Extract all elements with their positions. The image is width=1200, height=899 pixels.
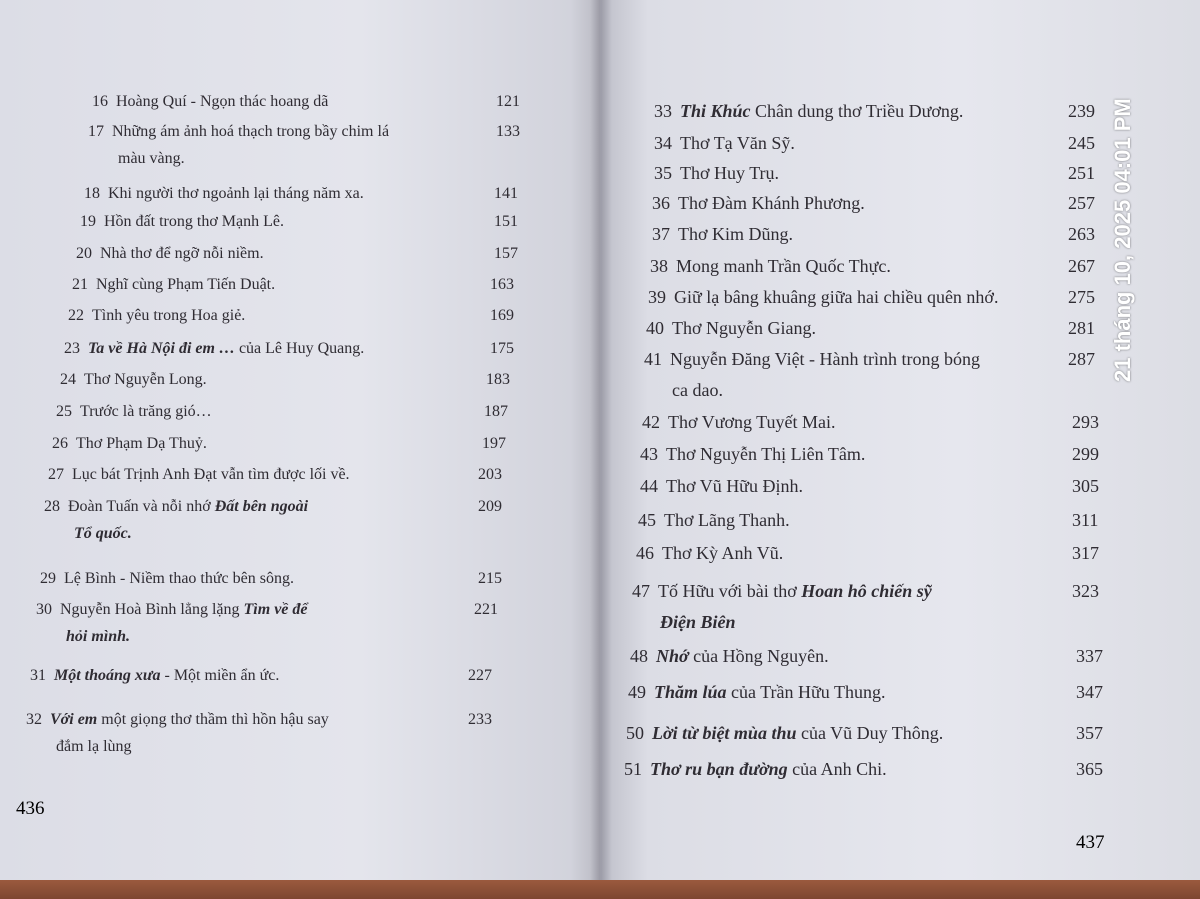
entry-number: 25	[56, 403, 72, 420]
toc-entry	[72, 271, 514, 298]
toc-entry	[44, 493, 502, 542]
toc-entry	[652, 188, 1095, 219]
entry-page-number: 347	[1076, 682, 1103, 702]
entry-page-number: 239	[1068, 101, 1095, 121]
entry-title	[116, 93, 328, 110]
toc-entry	[60, 366, 510, 393]
entry-number: 48	[630, 646, 648, 666]
toc-entry	[640, 471, 1099, 502]
entry-number: 38	[650, 256, 668, 276]
entry-number: 42	[642, 412, 660, 432]
entry-page-number: 233	[468, 711, 492, 728]
entry-title	[652, 723, 943, 743]
entry-number: 49	[628, 682, 646, 702]
entry-number: 46	[636, 543, 654, 563]
entry-page-number: 357	[1076, 723, 1103, 743]
entry-title	[68, 498, 308, 515]
entry-page-number: 209	[478, 498, 502, 515]
entry-page-number: 337	[1076, 646, 1103, 666]
entry-title-text: Khi người thơ ngoảnh lại tháng năm xa.	[108, 185, 364, 202]
entry-number: 31	[30, 667, 46, 684]
toc-entry	[652, 219, 1095, 250]
entry-title-emphasis: Với em	[50, 711, 98, 728]
entry-number: 20	[76, 245, 92, 262]
entry-page-number: 275	[1068, 287, 1095, 307]
toc-entry	[56, 398, 508, 425]
toc-entry	[638, 505, 1099, 536]
entry-title-continuation: màu vàng.	[118, 150, 185, 167]
entry-title-text: Tố Hữu với bài thơ	[658, 581, 802, 601]
entry-title	[100, 245, 264, 262]
entry-page-number: 257	[1068, 193, 1095, 213]
entry-title	[650, 759, 887, 779]
entry-number: 35	[654, 163, 672, 183]
entry-page-number: 245	[1068, 133, 1095, 153]
toc-entry	[654, 128, 1095, 159]
left-folio: 436	[16, 798, 45, 819]
entry-title-text: Nguyễn Hoà Bình lẳng lặng	[60, 601, 244, 618]
toc-entry	[646, 313, 1095, 344]
table-edge	[0, 880, 1200, 899]
entry-number: 30	[36, 601, 52, 618]
entry-title-text: Thơ Lãng Thanh.	[664, 510, 790, 530]
entry-number: 43	[640, 444, 658, 464]
entry-number: 45	[638, 510, 656, 530]
entry-title	[664, 510, 790, 530]
timestamp-overlay	[1110, 322, 1200, 382]
toc-entry	[648, 282, 1095, 313]
entry-title	[678, 224, 793, 244]
entry-title-text: Thơ Nguyễn Thị Liên Tâm.	[666, 444, 866, 464]
entry-page-number: 311	[1072, 510, 1099, 530]
entry-title-text: Những ám ảnh hoá thạch trong bầy chim lá	[112, 123, 390, 140]
entry-title	[658, 581, 932, 601]
entry-title-continuation: Tổ quốc.	[74, 525, 132, 542]
toc-entry	[48, 461, 502, 488]
entry-title-emphasis: Hoan hô chiến sỹ	[801, 581, 932, 601]
entry-number: 47	[632, 581, 650, 601]
toc-entry	[30, 662, 492, 689]
entry-page-number: 251	[1068, 163, 1095, 183]
toc-entry	[632, 576, 1099, 632]
toc-entry	[654, 158, 1095, 189]
entry-title-text: Tình yêu trong Hoa giẻ.	[92, 307, 246, 324]
entry-title-continuation: ca dao.	[672, 380, 723, 400]
entry-number: 50	[626, 723, 644, 743]
entry-title	[76, 435, 207, 452]
entry-title-emphasis: Đất bên ngoài	[214, 498, 309, 515]
entry-title	[668, 412, 835, 432]
entry-number: 36	[652, 193, 670, 213]
entry-title-text: Lệ Bình - Niềm thao thức bên sông.	[64, 570, 294, 587]
entry-page-number: 263	[1068, 224, 1095, 244]
entry-title-text: Thơ Nguyễn Long.	[84, 371, 207, 388]
entry-title	[676, 256, 891, 276]
entry-page-number: 169	[490, 307, 514, 324]
entry-page-number: 227	[468, 667, 492, 684]
toc-entry	[628, 677, 1103, 708]
entry-number: 32	[26, 711, 42, 728]
entry-title	[662, 543, 783, 563]
toc-entry	[64, 335, 514, 362]
entry-title-text: Nghĩ cùng Phạm Tiến Duật.	[96, 276, 276, 293]
toc-entry	[644, 344, 1095, 400]
entry-title-text: Thơ Vương Tuyết Mai.	[668, 412, 836, 432]
entry-page-number: 121	[496, 93, 520, 110]
entry-title-emphasis: Tìm về để	[243, 601, 308, 618]
entry-title	[104, 213, 284, 230]
entry-number: 17	[88, 123, 104, 140]
entry-number: 44	[640, 476, 658, 496]
entry-title	[112, 123, 389, 140]
entry-page-number: 215	[478, 570, 502, 587]
entry-page-number: 287	[1068, 349, 1095, 369]
entry-page-number: 267	[1068, 256, 1095, 276]
entry-title-text: Thơ Phạm Dạ Thuỷ.	[76, 435, 207, 452]
entry-title-continuation: hỏi mình.	[66, 628, 131, 645]
entry-number: 21	[72, 276, 88, 293]
entry-title	[60, 601, 308, 618]
entry-number: 29	[40, 570, 56, 587]
book-spine	[590, 0, 612, 899]
entry-title	[64, 570, 294, 587]
entry-title	[54, 667, 279, 684]
entry-title-emphasis: Một thoáng xưa	[54, 667, 161, 684]
entry-title	[72, 466, 350, 483]
entry-title-text: Trước là trăng gió…	[80, 403, 212, 420]
toc-entry	[626, 718, 1103, 749]
entry-title-text: của Vũ Duy Thông.	[796, 723, 944, 743]
toc-entry	[36, 596, 498, 645]
toc-entry	[80, 208, 518, 235]
entry-title	[656, 646, 829, 666]
entry-number: 28	[44, 498, 60, 515]
entry-page-number: 183	[486, 371, 510, 388]
entry-number: 19	[80, 213, 96, 230]
toc-entry	[68, 302, 514, 329]
toc-entry	[636, 538, 1099, 569]
entry-title-text: Hồn đất trong thơ Mạnh Lê.	[104, 213, 284, 230]
entry-title	[96, 276, 275, 293]
toc-entry	[650, 251, 1095, 282]
entry-number: 40	[646, 318, 664, 338]
entry-title-text: Đoàn Tuấn và nỗi nhớ	[68, 498, 215, 515]
entry-title-emphasis: Thơ ru bạn đường	[650, 759, 788, 779]
toc-entry	[88, 118, 520, 167]
entry-title	[674, 287, 998, 307]
entry-title-emphasis: Thăm lúa	[654, 682, 727, 702]
entry-title-emphasis: Nhớ	[656, 646, 689, 666]
entry-page-number: 221	[474, 601, 498, 618]
entry-number: 24	[60, 371, 76, 388]
entry-title-text: của Hồng Nguyên.	[688, 646, 829, 666]
entry-title-continuation: Điện Biên	[660, 612, 736, 632]
entry-page-number: 175	[490, 340, 514, 357]
entry-title	[654, 682, 885, 702]
entry-title-text: Mong manh Trần Quốc Thực.	[676, 256, 891, 276]
toc-entry	[84, 180, 518, 207]
entry-page-number: 141	[494, 185, 518, 202]
entry-title-text: của Trần Hữu Thung.	[726, 682, 886, 702]
entry-title-text: Thơ Huy Trụ.	[680, 163, 780, 183]
entry-number: 33	[654, 101, 672, 121]
entry-title-text: Thơ Kim Dũng.	[678, 224, 794, 244]
toc-entry	[654, 96, 1095, 127]
entry-title-emphasis: Ta về Hà Nội đi em …	[88, 340, 235, 357]
entry-title-text: Thơ Vũ Hữu Định.	[666, 476, 803, 496]
entry-number: 34	[654, 133, 672, 153]
entry-title-text: một giọng thơ thầm thì hồn hậu say	[97, 711, 329, 728]
entry-title	[680, 101, 963, 121]
entry-title-text: Nguyễn Đăng Việt - Hành trình trong bóng	[670, 349, 981, 369]
entry-title	[672, 318, 816, 338]
toc-entry	[630, 641, 1103, 672]
entry-title	[666, 444, 865, 464]
entry-page-number: 197	[482, 435, 506, 452]
toc-entry	[52, 430, 506, 457]
entry-title-emphasis: Thi Khúc	[680, 101, 751, 121]
entry-page-number: 365	[1076, 759, 1103, 779]
entry-title-emphasis: Lời từ biệt mùa thu	[652, 723, 797, 743]
entry-page-number: 163	[490, 276, 514, 293]
entry-page-number: 299	[1072, 444, 1099, 464]
entry-title-continuation: đắm lạ lùng	[56, 738, 132, 755]
entry-title-text: của Anh Chi.	[787, 759, 887, 779]
entry-page-number: 187	[484, 403, 508, 420]
entry-title-text: Hoàng Quí - Ngọn thác hoang dã	[116, 93, 329, 110]
right-folio: 437	[1076, 832, 1105, 853]
toc-entry	[40, 565, 502, 592]
toc-entry	[92, 88, 520, 115]
entry-page-number: 293	[1072, 412, 1099, 432]
entry-page-number: 305	[1072, 476, 1099, 496]
entry-title	[666, 476, 803, 496]
entry-number: 22	[68, 307, 84, 324]
entry-number: 16	[92, 93, 108, 110]
entry-title	[680, 163, 779, 183]
entry-page-number: 157	[494, 245, 518, 262]
entry-page-number: 133	[496, 123, 520, 140]
entry-title	[80, 403, 212, 420]
entry-number: 37	[652, 224, 670, 244]
entry-title	[50, 711, 329, 728]
entry-page-number: 323	[1072, 581, 1099, 601]
toc-entry	[640, 439, 1099, 470]
entry-title	[84, 371, 207, 388]
entry-title	[680, 133, 795, 153]
entry-title	[88, 340, 364, 357]
entry-number: 39	[648, 287, 666, 307]
entry-title	[670, 349, 980, 369]
entry-title-text: Chân dung thơ Triều Dương.	[750, 101, 964, 121]
entry-page-number: 317	[1072, 543, 1099, 563]
entry-title-text: - Một miền ẩn ức.	[160, 667, 280, 684]
toc-entry	[624, 754, 1103, 785]
entry-title-text: Thơ Kỳ Anh Vũ.	[662, 543, 784, 563]
entry-title-text: Thơ Đàm Khánh Phương.	[678, 193, 865, 213]
entry-number: 26	[52, 435, 68, 452]
entry-page-number: 151	[494, 213, 518, 230]
entry-title-text: Giữ lạ bâng khuâng giữa hai chiều quên nhớ.	[674, 287, 999, 307]
entry-title-text: Thơ Tạ Văn Sỹ.	[680, 133, 795, 153]
entry-number: 51	[624, 759, 642, 779]
toc-entry	[76, 240, 518, 267]
toc-entry	[26, 706, 492, 755]
toc-entry	[642, 407, 1099, 438]
entry-number: 41	[644, 349, 662, 369]
entry-title	[678, 193, 865, 213]
entry-title-text: Lục bát Trịnh Anh Đạt vẫn tìm được lối về.	[72, 466, 350, 483]
entry-title	[108, 185, 364, 202]
entry-title	[92, 307, 245, 324]
entry-number: 23	[64, 340, 80, 357]
entry-title-text: Nhà thơ để ngỡ nỗi niềm.	[100, 245, 264, 262]
entry-page-number: 203	[478, 466, 502, 483]
entry-title-text: Thơ Nguyễn Giang.	[672, 318, 816, 338]
entry-title-text: của Lê Huy Quang.	[234, 340, 365, 357]
entry-page-number: 281	[1068, 318, 1095, 338]
entry-number: 18	[84, 185, 100, 202]
entry-number: 27	[48, 466, 64, 483]
